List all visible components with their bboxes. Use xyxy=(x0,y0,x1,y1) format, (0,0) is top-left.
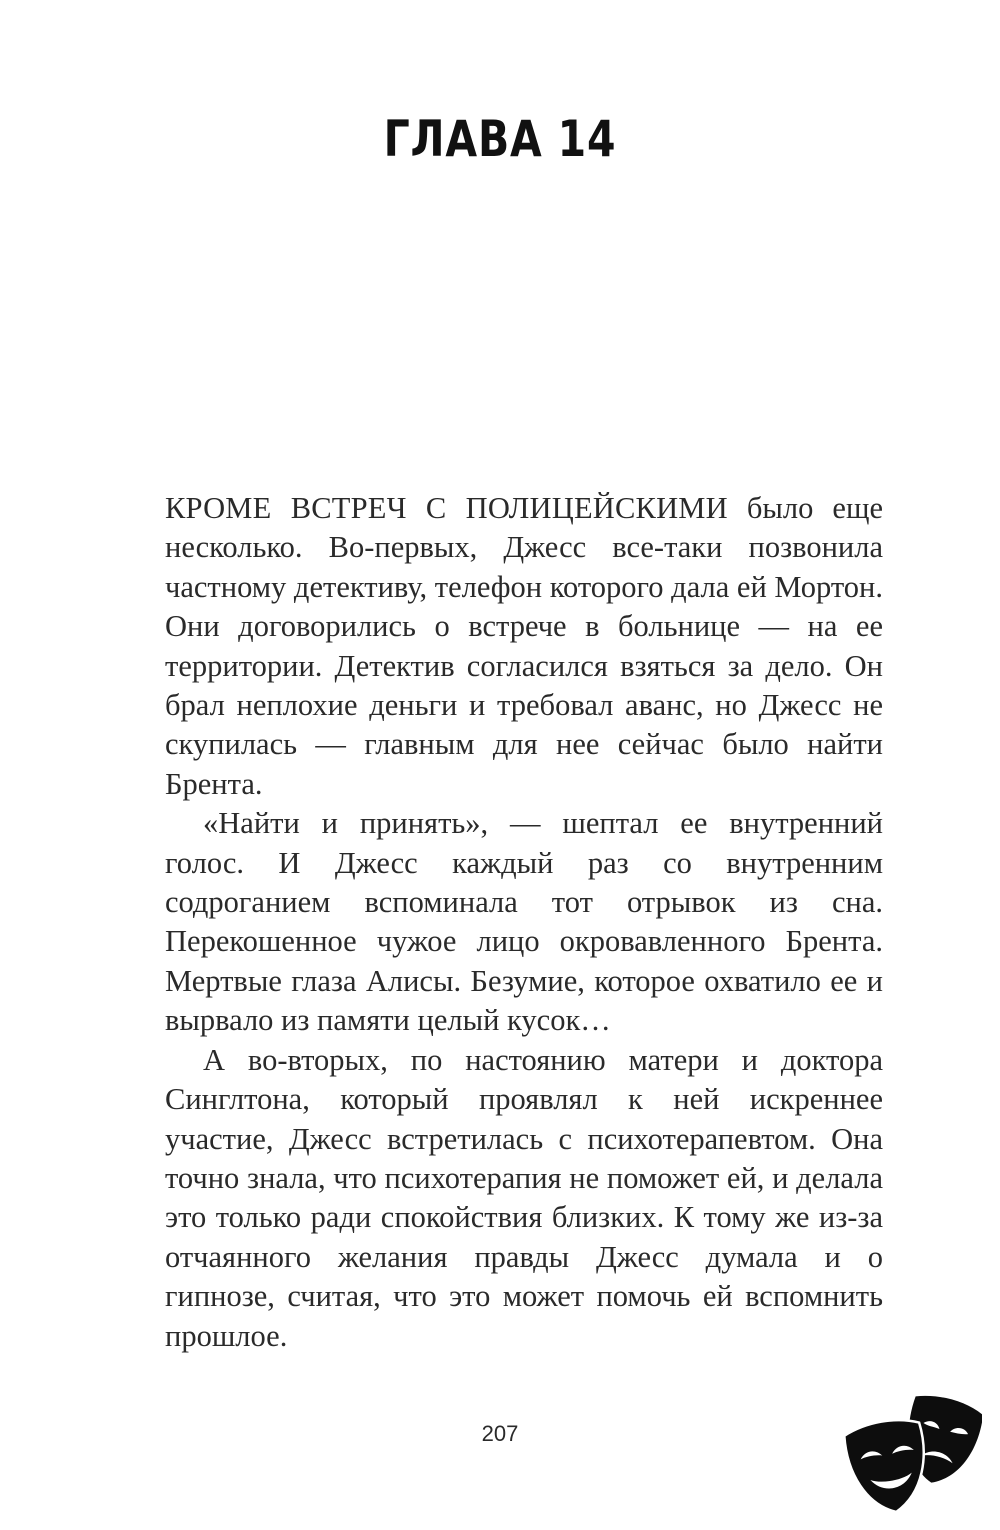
paragraph-1-text: было еще несколько. Во-первых, Джесс все-таки позвонила частному детективу, телефон которого дала ей Мортон. Они договорились о встрече в больнице — на ее территории. Детектив согласился взяться за дело. Он брал неплохие деньги и требовал аванс, но Джесс не скупилась — главным для нее сейчас было найти Брента. xyxy=(165,491,883,801)
paragraph-3: А во-вторых, по настоянию матери и доктора Синглтона, который проявлял к ней искреннее участие, Джесс встретилась с психотерапевтом. Она точно знала, что психотерапия не поможет ей, и делала это только ради спокойствия близких. К тому же из-за отчаянного желания правды Джесс думала и о гипнозе, считая, что это может помочь ей вспомнить прошлое. xyxy=(165,1042,883,1353)
chapter-title: ГЛАВА 14 xyxy=(383,110,617,168)
page-number: 207 xyxy=(481,1421,519,1446)
paragraph-2: «Найти и принять», — шептал ее внутренний голос. И Джесс каждый раз со внутренним содроганием вспоминала тот отрывок из сна. Перекошенное чужое лицо окровавленного Брента. Мертвые глаза Алисы. Безумие, которое охватило ее и вырвало из памяти целый кусок… xyxy=(165,806,883,1038)
paragraph-lead-words: КРОМЕ ВСТРЕЧ С ПОЛИЦЕЙСКИМИ xyxy=(165,491,728,525)
paragraph-1 xyxy=(165,489,883,804)
theater-masks-icon xyxy=(842,1395,982,1515)
chapter-body xyxy=(165,489,883,1356)
